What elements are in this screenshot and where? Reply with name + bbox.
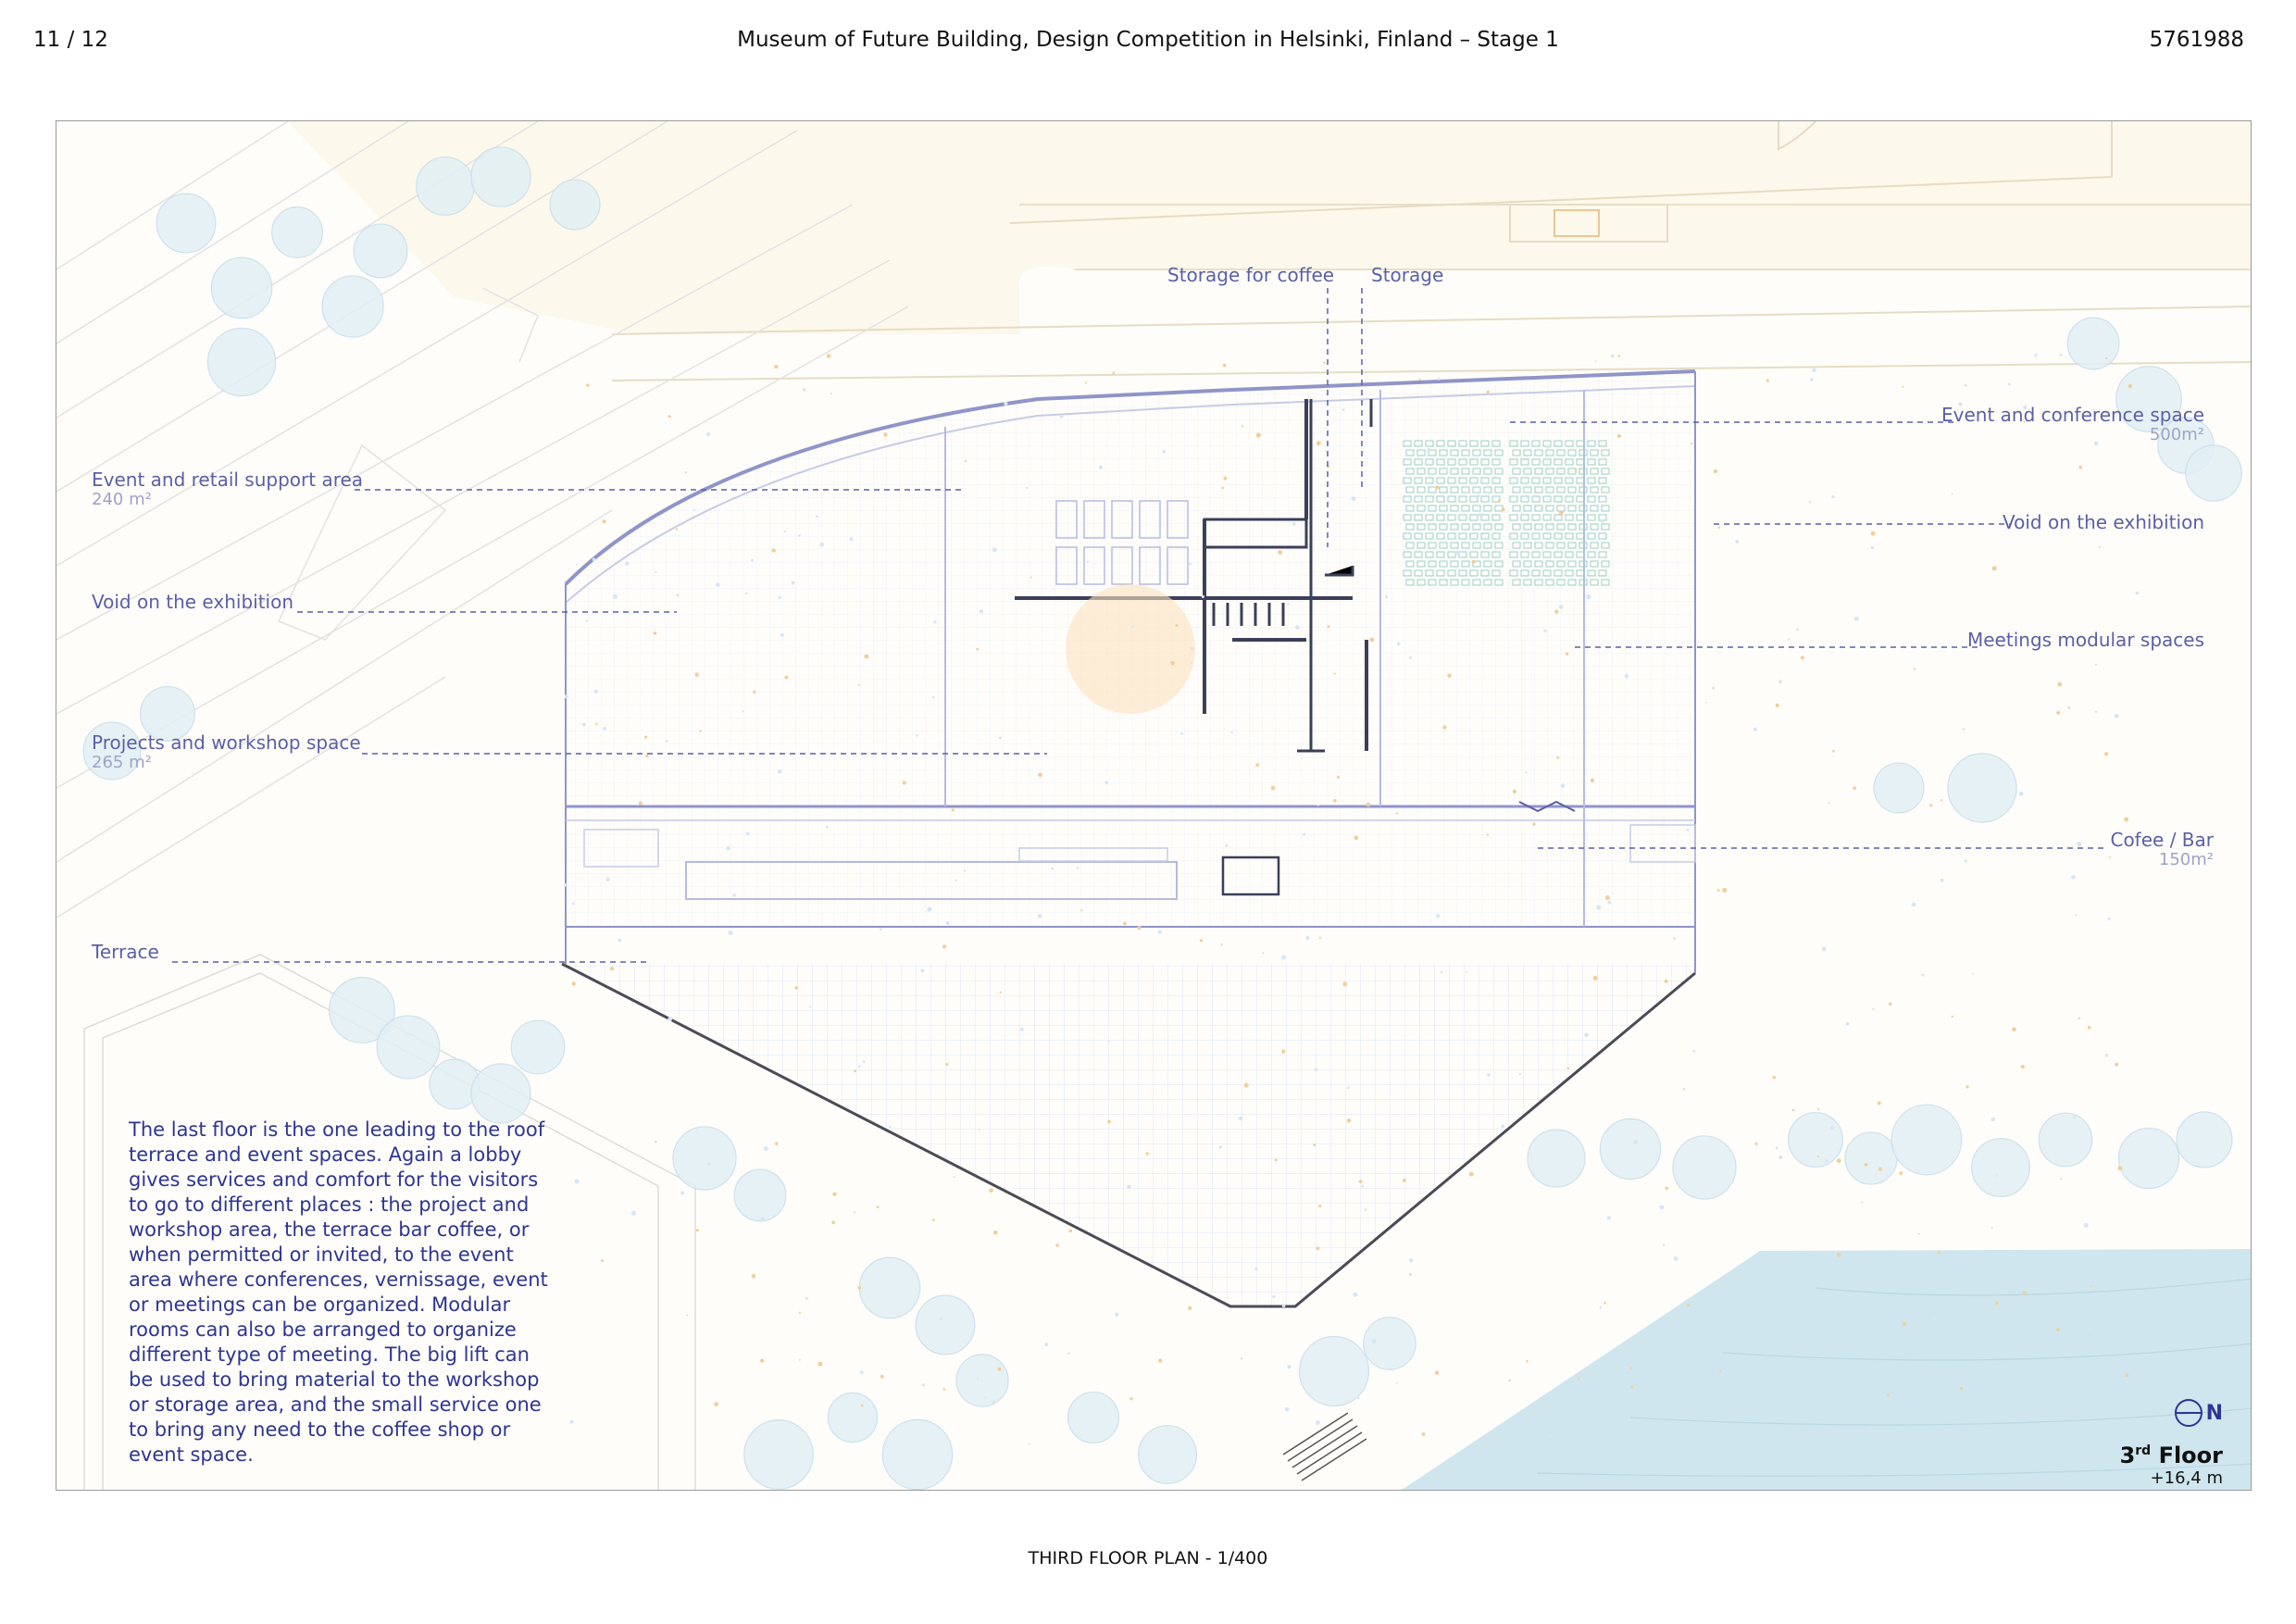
tree-icon <box>744 1420 814 1490</box>
tree-icon <box>207 328 275 395</box>
tree-icon <box>673 1127 736 1190</box>
tree-icon <box>471 1064 530 1123</box>
event-retail-area: 240 m² <box>92 490 152 509</box>
tree-icon <box>1948 754 2016 822</box>
terrace-label: Terrace <box>92 941 159 963</box>
tree-icon <box>1972 1139 2030 1197</box>
tree-icon <box>2118 1128 2178 1188</box>
void-right-label: Void on the exhibition <box>2002 511 2204 533</box>
tree-icon <box>322 276 383 337</box>
floor-description: The last floor is the one leading to the roof terrace and event spaces. Again a lobby gives services and comfort for the visitors to go to different places : the project and workshop area, the terrace bar coffee, or when permitted or invited, to the event area where conferences, vernissage, event or meetings can be organized. Modular rooms can also be arranged to organize different type of meeting. The big lift can be used to bring material to the workshop or storage area, and the small service one to bring any need to the coffee shop or event space. <box>129 1118 548 1466</box>
tree-icon <box>1600 1118 1660 1179</box>
tree-icon <box>734 1169 786 1221</box>
tree-icon <box>1845 1132 1897 1184</box>
floor-title <box>2120 1443 2223 1468</box>
event-retail-label <box>92 469 363 510</box>
tree-icon <box>1789 1113 1843 1168</box>
tree-icon <box>2177 1112 2232 1168</box>
tree-icon <box>417 157 475 216</box>
meetings-label: Meetings modular spaces <box>1967 629 2204 651</box>
floor-word: Floor <box>2158 1443 2223 1468</box>
workshop-light-pool <box>1066 584 1195 714</box>
coffee-bar-name: Cofee / Bar <box>2110 829 2214 851</box>
tree-icon <box>156 194 216 253</box>
tree-icon <box>471 147 530 206</box>
tree-icon <box>1528 1130 1585 1187</box>
storage-label: Storage <box>1371 264 1444 286</box>
tree-icon <box>354 224 407 278</box>
plan-frame <box>56 120 2252 1491</box>
floor-level <box>2120 1443 2223 1488</box>
projects-workshop-name: Projects and workshop space <box>92 731 361 754</box>
tree-icon <box>882 1419 952 1489</box>
tree-icon <box>272 207 323 258</box>
void-left-label: Void on the exhibition <box>92 591 294 613</box>
tree-icon <box>377 1016 440 1079</box>
north-indicator <box>2173 1397 2223 1429</box>
floor-ordinal: rd <box>2135 1443 2152 1458</box>
tree-icon <box>828 1393 877 1442</box>
event-conference-label <box>1941 405 2204 445</box>
event-conference-name: Event and conference space <box>1941 404 2204 426</box>
document-title: Museum of Future Building, Design Competition in Helsinki, Finland – Stage 1 <box>737 28 1559 52</box>
storage-for-coffee-label: Storage for coffee <box>1167 264 1335 286</box>
tree-icon <box>956 1355 1008 1406</box>
coffee-bar-area: 150m² <box>2158 850 2214 869</box>
stairs <box>1283 1413 1366 1480</box>
projects-workshop-area: 265 m² <box>92 753 152 772</box>
north-letter: N <box>2205 1401 2223 1425</box>
event-conference-area: 500m² <box>2149 425 2204 444</box>
tree-icon <box>859 1257 919 1318</box>
tree-icon <box>1139 1426 1197 1484</box>
tree-icon <box>1673 1136 1736 1199</box>
entry-code: 5761988 <box>2149 28 2244 52</box>
tree-icon <box>2186 445 2241 501</box>
coffee-bar-label <box>2110 830 2214 870</box>
floor-number: 3 <box>2119 1443 2136 1468</box>
tree-icon <box>511 1020 565 1074</box>
projects-workshop-label <box>92 732 361 773</box>
tree-icon <box>1364 1318 1416 1370</box>
floor-elevation: +16,4 m <box>2150 1468 2223 1488</box>
tree-icon <box>1068 1393 1119 1443</box>
plan-caption: THIRD FLOOR PLAN - 1/400 <box>1028 1548 1268 1568</box>
north-arrow-icon <box>2173 1397 2204 1429</box>
tree-icon <box>1300 1337 1369 1406</box>
tree-icon <box>1874 763 1924 813</box>
event-retail-name: Event and retail support area <box>92 468 364 491</box>
tree-icon <box>211 257 271 318</box>
street-area <box>288 121 2252 381</box>
page-number: 11 / 12 <box>33 28 108 52</box>
tree-icon <box>550 180 600 230</box>
tree-icon <box>1891 1105 1962 1175</box>
tree-icon <box>916 1295 975 1355</box>
tree-icon <box>2067 318 2119 369</box>
tree-icon <box>2039 1113 2092 1167</box>
